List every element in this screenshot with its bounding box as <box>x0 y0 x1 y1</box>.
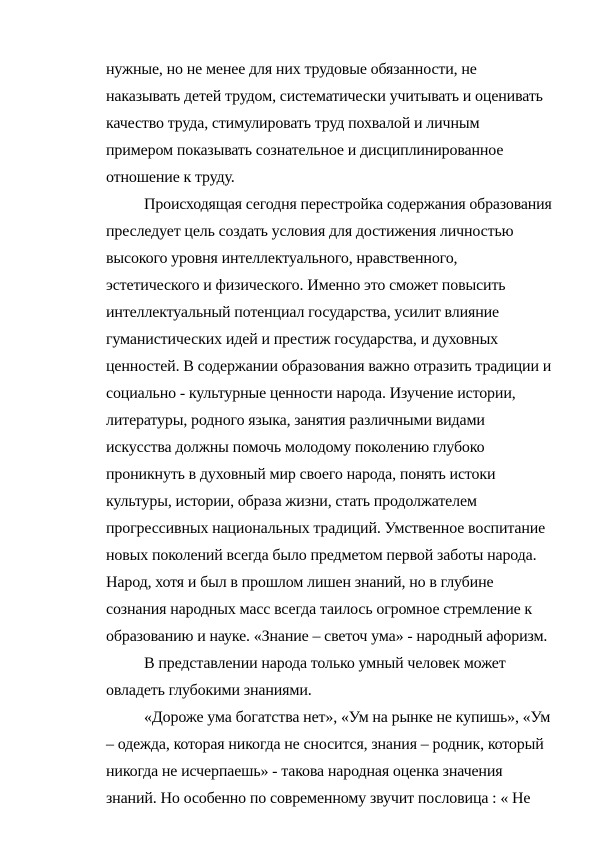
text-line-27: никогда не исчерпаешь» - такова народная оценка значения <box>106 763 503 780</box>
text-line-10: интеллектуальный потенциал государства, усилит влияние <box>106 304 499 321</box>
text-line-16: проникнуть в духовный мир своего народа, понять истоки <box>106 466 496 483</box>
text-line-2: наказывать детей трудом, систематически учитывать и оценивать <box>106 88 543 105</box>
text-line-5: отношение к труду. <box>106 169 235 186</box>
text-line-12: ценностей. В содержании образования важно отразить традиции и <box>106 358 552 375</box>
text-line-26: – одежда, которая никогда не сносится, знания – родник, который <box>106 736 544 753</box>
text-line-15: искусства должны помочь молодому поколению глубоко <box>106 439 485 456</box>
text-line-25: «Дороже ума богатства нет», «Ум на рынке не купишь», «Ум <box>144 709 551 726</box>
text-line-13: социально - культурные ценности народа. Изучение истории, <box>106 385 516 402</box>
text-line-4: примером показывать сознательное и дисциплинированное <box>106 142 504 159</box>
text-line-17: культуры, истории, образа жизни, стать продолжателем <box>106 493 477 510</box>
text-line-21: сознания народных масс всегда таилось огромное стремление к <box>106 601 533 618</box>
text-line-1: нужные, но не менее для них трудовые обязанности, не <box>106 61 477 78</box>
text-line-23: В представлении народа только умный человек может <box>144 655 506 672</box>
text-line-20: Народ, хотя и был в прошлом лишен знаний, но в глубине <box>106 574 494 591</box>
text-line-24: овладеть глубокими знаниями. <box>106 682 312 699</box>
text-line-28: знаний. Но особенно по современному звучит пословица : « Не <box>106 790 531 807</box>
text-line-7: преследует цель создать условия для достижения личностью <box>106 223 514 240</box>
text-line-19: новых поколений всегда было предметом первой заботы народа. <box>106 547 537 564</box>
text-line-11: гуманистических идей и престиж государства, и духовных <box>106 331 499 348</box>
text-line-9: эстетического и физического. Именно это сможет повысить <box>106 277 506 294</box>
text-line-18: прогрессивных национальных традиций. Умственное воспитание <box>106 520 546 537</box>
text-line-3: качество труда, стимулировать труд похвалой и личным <box>106 115 480 132</box>
text-line-8: высокого уровня интеллектуального, нравственного, <box>106 250 458 267</box>
text-line-14: литературы, родного языка, занятия различными видами <box>106 412 485 429</box>
text-line-22: образованию и науке. «Знание – светоч ума» - народный афоризм. <box>106 628 548 645</box>
text-line-6: Происходящая сегодня перестройка содержания образования <box>144 196 552 213</box>
